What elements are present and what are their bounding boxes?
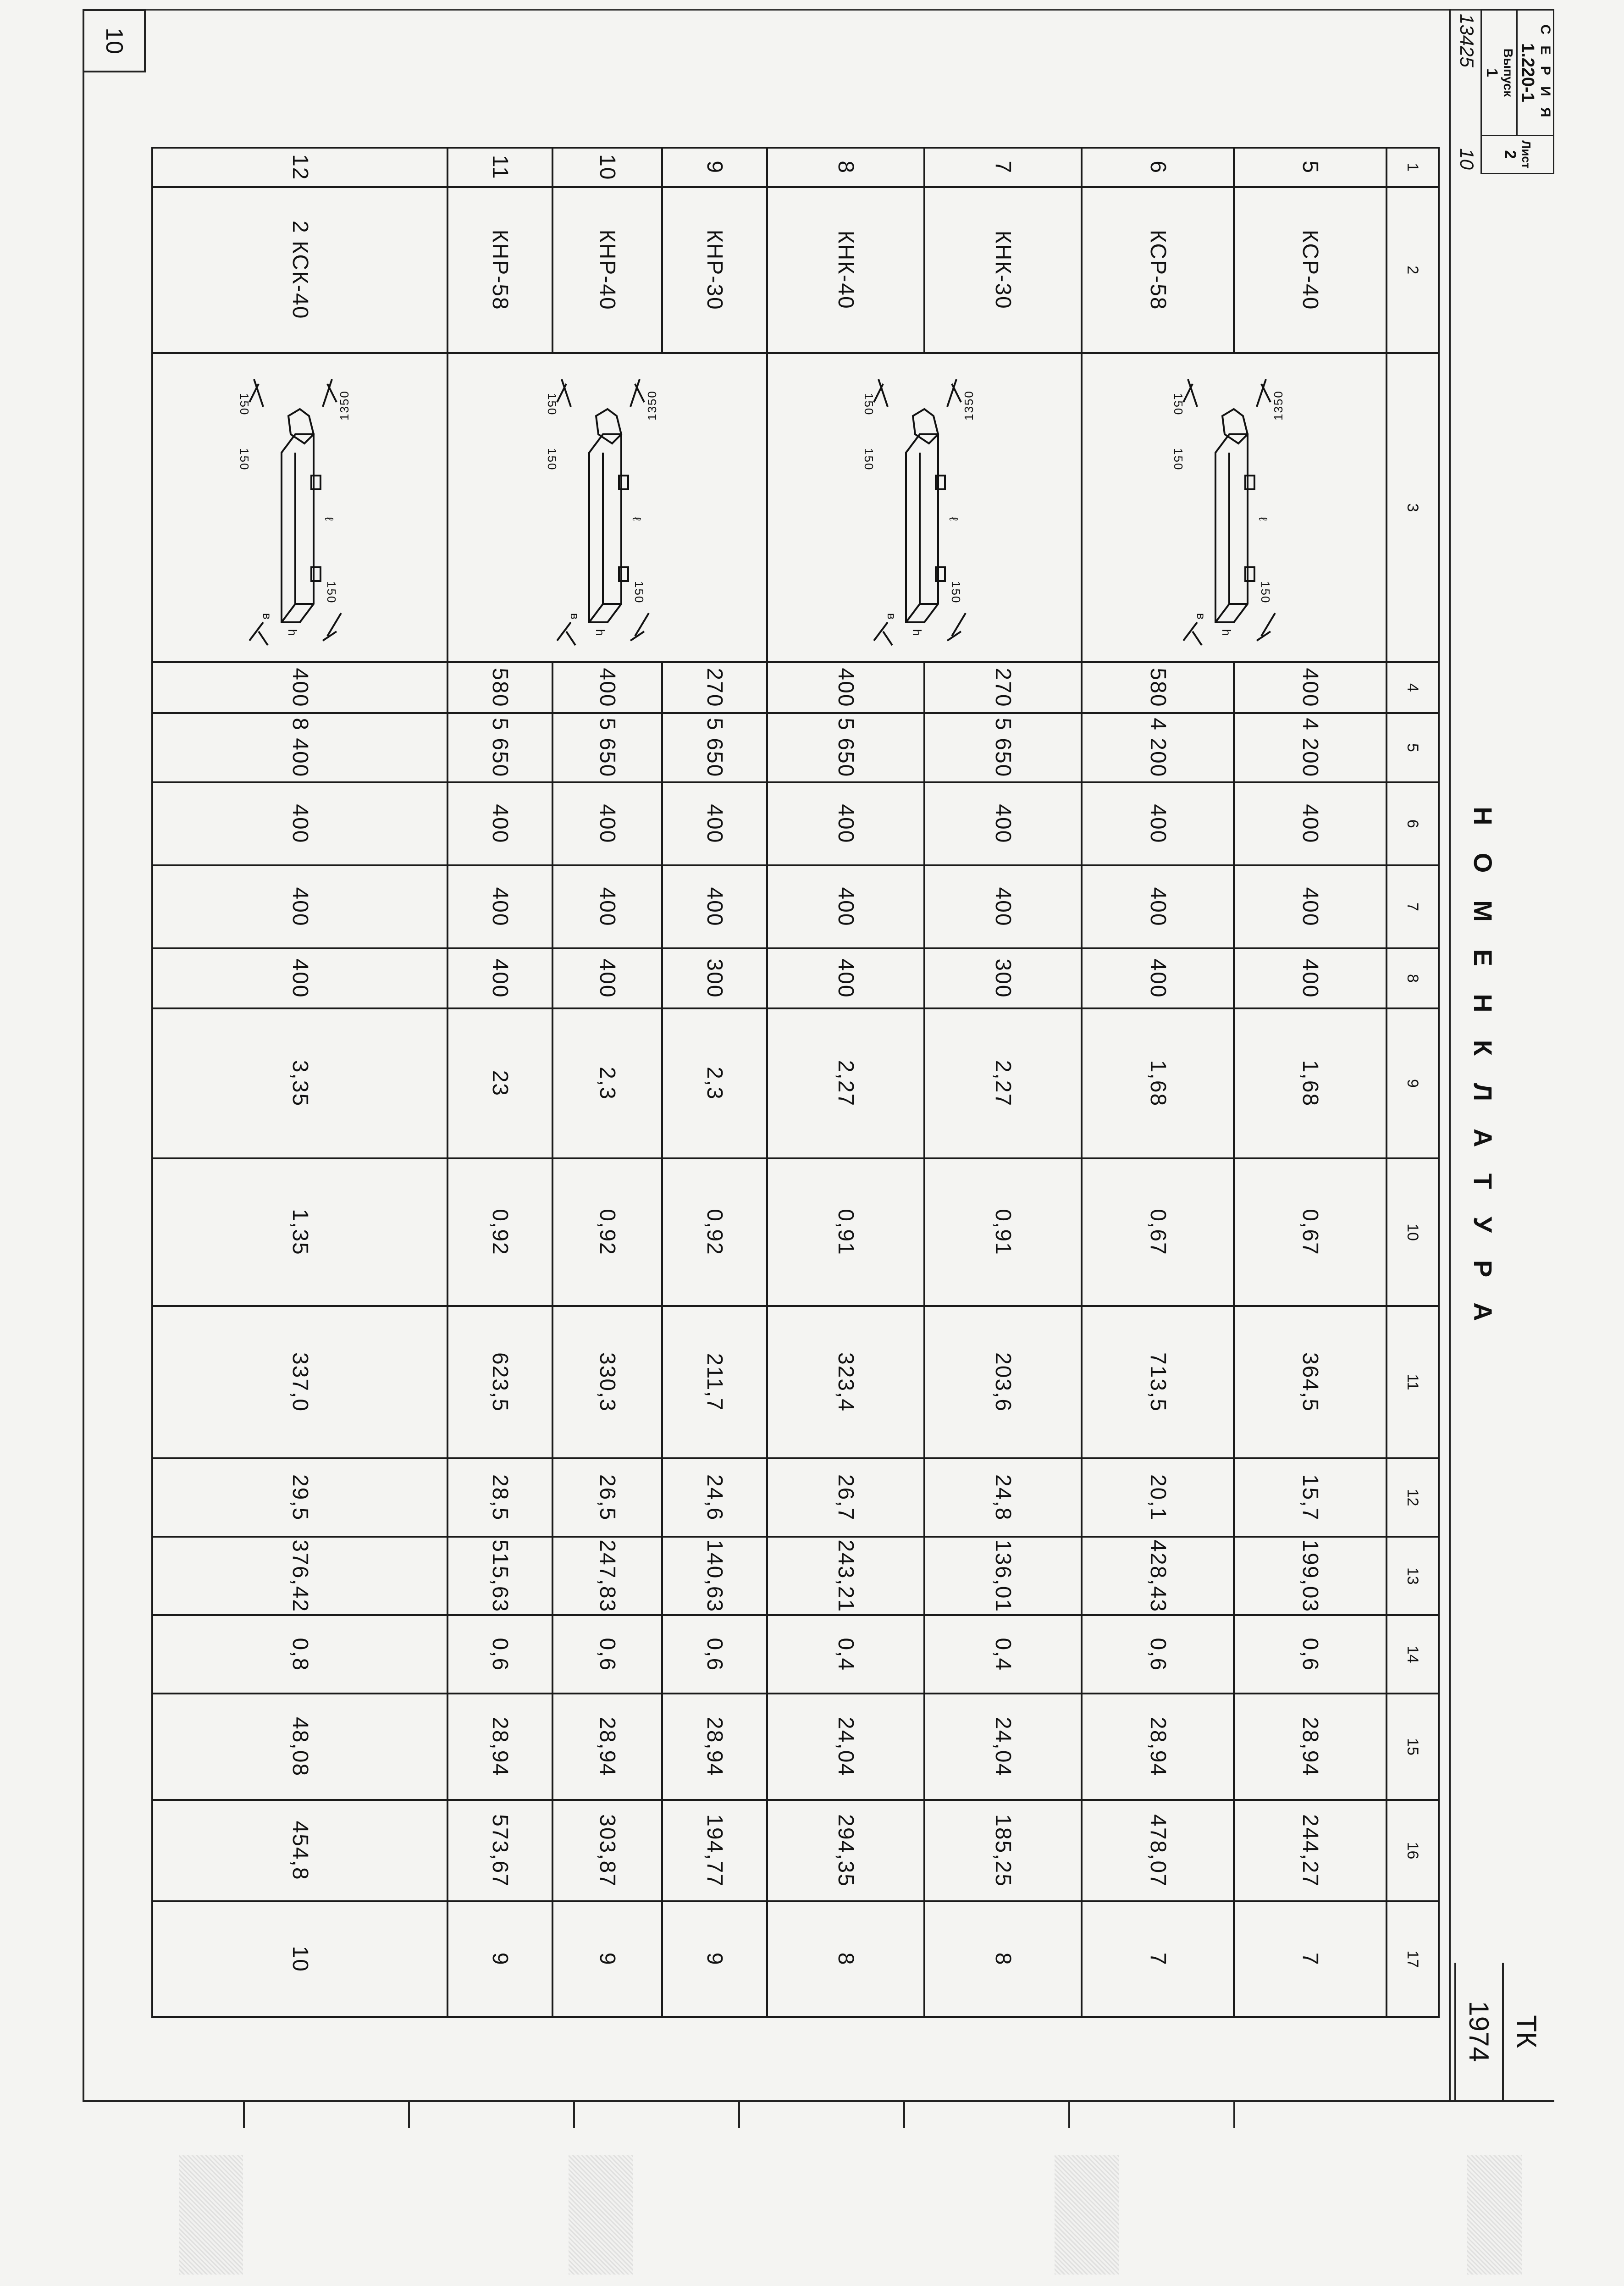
cell-c17: 7	[1234, 1901, 1386, 2017]
cell-c8: 400	[152, 948, 447, 1008]
dim-length-label: ℓ	[630, 516, 644, 522]
cell-c5: 8 400	[152, 713, 447, 782]
column-header: 16	[1386, 1800, 1439, 1901]
cell-c4: 270	[924, 662, 1082, 713]
cell-mark: КНР-58	[447, 187, 552, 353]
table-row	[662, 148, 767, 2017]
header-row	[1386, 148, 1439, 2017]
column-header: 9	[1386, 1008, 1439, 1158]
cell-c16: 244,27	[1234, 1800, 1386, 1901]
series-label: С Е Р И Я	[1538, 24, 1553, 121]
cell-c8: 400	[1082, 948, 1234, 1008]
cell-c15: 28,94	[1234, 1694, 1386, 1799]
column-header: 15	[1386, 1694, 1439, 1799]
series-stamp	[1449, 9, 1554, 174]
dim-150-label: 150	[862, 393, 876, 416]
column-header: 11	[1386, 1306, 1439, 1458]
dim-b-label: в	[260, 613, 275, 620]
cell-c11: 323,4	[767, 1306, 924, 1458]
cell-c7: 400	[152, 865, 447, 948]
dim-h-label: h	[910, 629, 924, 637]
dim-150-label: 150	[545, 393, 559, 416]
cell-c6: 400	[767, 782, 924, 865]
cell-c13: 376,42	[152, 1537, 447, 1615]
dim-1350-label: 1350	[645, 390, 659, 421]
cell-c14: 0,4	[767, 1615, 924, 1694]
cell-c15: 28,94	[662, 1694, 767, 1799]
series-value: 1.220-1	[1518, 43, 1537, 102]
bottom-border	[83, 2100, 1554, 2102]
cell-c12: 29,5	[152, 1458, 447, 1537]
cell-c5: 4 200	[1234, 713, 1386, 782]
dim-150-label: 150	[949, 581, 963, 604]
cell-c10: 0,67	[1234, 1158, 1386, 1306]
tk-year: 1974	[1454, 1963, 1502, 2100]
dim-length-label: ℓ	[322, 516, 337, 522]
cell-c15: 24,04	[924, 1694, 1082, 1799]
cell-c6: 400	[447, 782, 552, 865]
bottom-tick	[1233, 2100, 1235, 2128]
cell-c11: 364,5	[1234, 1306, 1386, 1458]
cell-c17: 9	[552, 1901, 662, 2017]
dim-150-label: 150	[325, 581, 339, 604]
cell-c4: 400	[552, 662, 662, 713]
scan-noise	[569, 2155, 633, 2275]
cell-c11: 623,5	[447, 1306, 552, 1458]
cell-mark: КСР-58	[1082, 187, 1234, 353]
cell-c14: 0,8	[152, 1615, 447, 1694]
page-number-box	[83, 9, 146, 72]
table-row	[1234, 148, 1386, 2017]
cell-c11: 337,0	[152, 1306, 447, 1458]
cell-c5: 5 650	[447, 713, 552, 782]
cell-c16: 194,77	[662, 1800, 767, 1901]
cell-n: 12	[152, 148, 447, 187]
cell-c13: 428,43	[1082, 1537, 1234, 1615]
column-sketch-drawing	[208, 365, 392, 650]
cell-c17: 7	[1082, 1901, 1234, 2017]
document-title	[1449, 780, 1518, 1376]
cell-c8: 400	[767, 948, 924, 1008]
scan-noise	[1055, 2155, 1119, 2275]
column-header: 2	[1386, 187, 1439, 353]
cell-c4: 400	[1234, 662, 1386, 713]
dim-length-label: ℓ	[946, 516, 961, 522]
nomenclature-table-wrapper	[151, 147, 1440, 2018]
sketch-cell	[767, 353, 1082, 662]
sketch-cell	[152, 353, 447, 662]
column-header: 7	[1386, 865, 1439, 948]
tk-label: ТК	[1502, 1963, 1550, 2100]
scan-noise	[1467, 2155, 1522, 2275]
cell-c14: 0,6	[1234, 1615, 1386, 1694]
cell-c13: 243,21	[767, 1537, 924, 1615]
cell-c8: 400	[552, 948, 662, 1008]
cell-n: 11	[447, 148, 552, 187]
cell-c17: 10	[152, 1901, 447, 2017]
cell-c7: 400	[552, 865, 662, 948]
dim-b-label: в	[568, 613, 582, 620]
bottom-tick	[408, 2100, 410, 2128]
cell-n: 5	[1234, 148, 1386, 187]
cell-c5: 5 650	[662, 713, 767, 782]
cell-c5: 4 200	[1082, 713, 1234, 782]
bottom-tick	[738, 2100, 740, 2128]
cell-c13: 515,63	[447, 1537, 552, 1615]
sketch-cell	[1082, 353, 1386, 662]
cell-c12: 28,5	[447, 1458, 552, 1537]
cell-c7: 400	[662, 865, 767, 948]
cell-c15: 24,04	[767, 1694, 924, 1799]
cell-c10: 0,92	[662, 1158, 767, 1306]
cell-c4: 400	[152, 662, 447, 713]
dim-150-label: 150	[545, 448, 559, 471]
cell-c11: 211,7	[662, 1306, 767, 1458]
cell-c16: 454,8	[152, 1800, 447, 1901]
cell-c9: 3,35	[152, 1008, 447, 1158]
cell-c8: 400	[447, 948, 552, 1008]
cell-c10: 0,67	[1082, 1158, 1234, 1306]
cell-c9: 1,68	[1082, 1008, 1234, 1158]
cell-c5: 5 650	[767, 713, 924, 782]
column-sketch-drawing	[1142, 365, 1326, 650]
cell-c4: 400	[767, 662, 924, 713]
cell-c17: 9	[662, 1901, 767, 2017]
column-header: 17	[1386, 1901, 1439, 2017]
cell-n: 10	[552, 148, 662, 187]
stamp-extra-number: 10	[1456, 148, 1478, 170]
cell-c14: 0,6	[1082, 1615, 1234, 1694]
cell-c12: 15,7	[1234, 1458, 1386, 1537]
nomenclature-table	[151, 147, 1440, 2018]
cell-c15: 28,94	[1082, 1694, 1234, 1799]
cell-c4: 270	[662, 662, 767, 713]
cell-c12: 20,1	[1082, 1458, 1234, 1537]
cell-c6: 400	[1234, 782, 1386, 865]
dim-h-label: h	[1220, 629, 1234, 637]
bottom-tick	[903, 2100, 905, 2128]
cell-c13: 247,83	[552, 1537, 662, 1615]
dim-b-label: в	[884, 613, 899, 620]
column-header: 14	[1386, 1615, 1439, 1694]
cell-c16: 573,67	[447, 1800, 552, 1901]
cell-c6: 400	[924, 782, 1082, 865]
column-header: 4	[1386, 662, 1439, 713]
cell-mark: КНР-30	[662, 187, 767, 353]
cell-c17: 8	[924, 1901, 1082, 2017]
cell-n: 6	[1082, 148, 1234, 187]
cell-mark: КНК-40	[767, 187, 924, 353]
dim-1350-label: 1350	[1271, 390, 1286, 421]
cell-c9: 23	[447, 1008, 552, 1158]
column-sketch-drawing	[833, 365, 1016, 650]
column-sketch-drawing	[516, 365, 699, 650]
issue-label: Выпуск	[1501, 48, 1515, 97]
cell-c15: 28,94	[552, 1694, 662, 1799]
cell-c16: 294,35	[767, 1800, 924, 1901]
column-header: 5	[1386, 713, 1439, 782]
cell-c6: 400	[152, 782, 447, 865]
cell-c9: 2,27	[924, 1008, 1082, 1158]
cell-c7: 400	[767, 865, 924, 948]
dim-150-label: 150	[238, 448, 252, 471]
issue-value: 1	[1483, 68, 1501, 77]
dim-150-label: 150	[632, 581, 646, 604]
cell-c7: 400	[1234, 865, 1386, 948]
bottom-tick	[573, 2100, 575, 2128]
cell-c10: 0,92	[447, 1158, 552, 1306]
column-header: 13	[1386, 1537, 1439, 1615]
cell-c13: 199,03	[1234, 1537, 1386, 1615]
cell-c9: 1,68	[1234, 1008, 1386, 1158]
cell-c9: 2,3	[552, 1008, 662, 1158]
page-top-border	[83, 9, 1554, 11]
cell-c14: 0,6	[447, 1615, 552, 1694]
cell-c7: 400	[1082, 865, 1234, 948]
cell-c6: 400	[1082, 782, 1234, 865]
cell-c10: 1,35	[152, 1158, 447, 1306]
dim-h-label: h	[593, 629, 607, 637]
cell-c7: 400	[447, 865, 552, 948]
cell-c11: 330,3	[552, 1306, 662, 1458]
cell-c6: 400	[552, 782, 662, 865]
dim-150-label: 150	[1259, 581, 1273, 604]
dim-150-label: 150	[1171, 448, 1186, 471]
cell-c8: 300	[662, 948, 767, 1008]
cell-mark: КНР-40	[552, 187, 662, 353]
dim-b-label: в	[1194, 613, 1209, 620]
dim-1350-label: 1350	[961, 390, 976, 421]
cell-n: 9	[662, 148, 767, 187]
bottom-tick	[1068, 2100, 1070, 2128]
cell-c10: 0,91	[767, 1158, 924, 1306]
dim-150-label: 150	[1171, 393, 1186, 416]
cell-c11: 203,6	[924, 1306, 1082, 1458]
cell-n: 7	[924, 148, 1082, 187]
cell-n: 8	[767, 148, 924, 187]
cell-c13: 136,01	[924, 1537, 1082, 1615]
cell-c16: 478,07	[1082, 1800, 1234, 1901]
dim-h-label: h	[286, 629, 300, 637]
table-row	[152, 148, 447, 2017]
title-text: НОМЕНКЛАТУРА	[1469, 807, 1498, 1349]
cell-c7: 400	[924, 865, 1082, 948]
cell-c9: 2,27	[767, 1008, 924, 1158]
cell-c14: 0,6	[662, 1615, 767, 1694]
sheet-label: Лист	[1519, 140, 1534, 169]
cell-c8: 400	[1234, 948, 1386, 1008]
cell-c10: 0,92	[552, 1158, 662, 1306]
cell-c17: 8	[767, 1901, 924, 2017]
cell-c5: 5 650	[924, 713, 1082, 782]
tk-stamp	[1458, 1963, 1550, 2100]
cell-c12: 24,8	[924, 1458, 1082, 1537]
column-header: 8	[1386, 948, 1439, 1008]
cell-mark: 2 КСК-40	[152, 187, 447, 353]
column-header: 12	[1386, 1458, 1439, 1537]
cell-c12: 26,5	[552, 1458, 662, 1537]
cell-c5: 5 650	[552, 713, 662, 782]
cell-c10: 0,91	[924, 1158, 1082, 1306]
table-row	[924, 148, 1082, 2017]
scan-noise	[179, 2155, 243, 2275]
column-header: 3	[1386, 353, 1439, 662]
cell-c14: 0,4	[924, 1615, 1082, 1694]
cell-mark: КНК-30	[924, 187, 1082, 353]
cell-c9: 2,3	[662, 1008, 767, 1158]
dim-length-label: ℓ	[1256, 516, 1270, 522]
cell-c16: 185,25	[924, 1800, 1082, 1901]
bottom-tick	[243, 2100, 245, 2128]
cell-c15: 28,94	[447, 1694, 552, 1799]
cell-c16: 303,87	[552, 1800, 662, 1901]
dim-1350-label: 1350	[337, 390, 352, 421]
cell-c4: 580	[1082, 662, 1234, 713]
handwritten-code: 13425	[1456, 14, 1478, 67]
cell-c4: 580	[447, 662, 552, 713]
cell-c15: 48,08	[152, 1694, 447, 1799]
cell-c17: 9	[447, 1901, 552, 2017]
column-header: 6	[1386, 782, 1439, 865]
cell-c12: 24,6	[662, 1458, 767, 1537]
cell-c8: 300	[924, 948, 1082, 1008]
page-number: 10	[101, 28, 127, 54]
column-header: 1	[1386, 148, 1439, 187]
cell-c6: 400	[662, 782, 767, 865]
sketch-cell	[447, 353, 767, 662]
column-header: 10	[1386, 1158, 1439, 1306]
sheet-value: 2	[1502, 150, 1519, 159]
dim-150-label: 150	[862, 448, 876, 471]
dim-150-label: 150	[238, 393, 252, 416]
cell-c13: 140,63	[662, 1537, 767, 1615]
cell-c11: 713,5	[1082, 1306, 1234, 1458]
cell-c12: 26,7	[767, 1458, 924, 1537]
cell-c14: 0,6	[552, 1615, 662, 1694]
cell-mark: КСР-40	[1234, 187, 1386, 353]
